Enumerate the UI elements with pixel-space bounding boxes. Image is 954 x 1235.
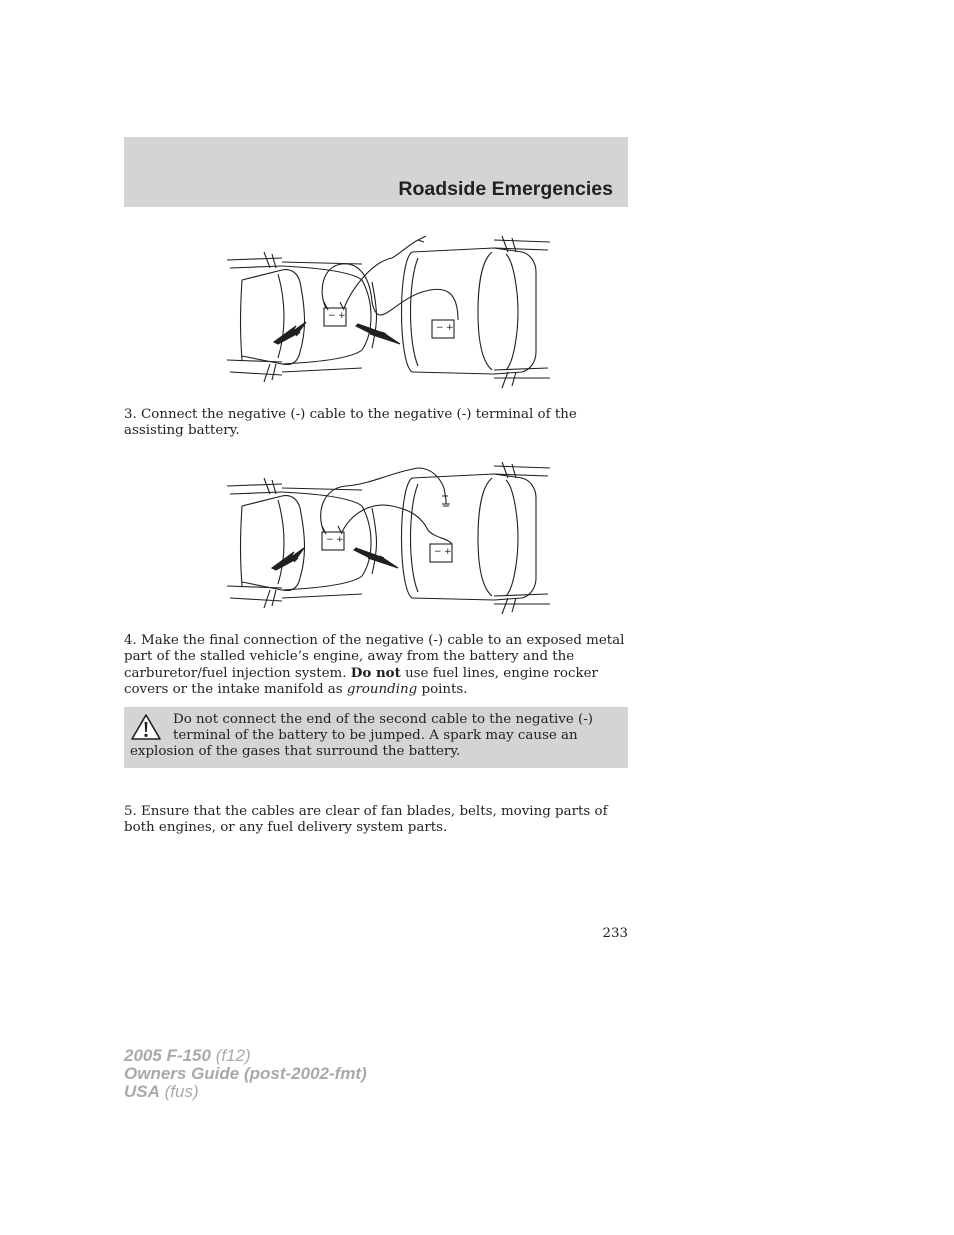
footer-line-2: Owners Guide (post-2002-fmt) [124,1064,367,1083]
emphasis-do-not: Do not [350,665,401,681]
battery-left [322,532,344,550]
step-3-text: 3. Connect the negative (-) cable to the negative (-) terminal of the assisting battery. [124,407,577,438]
spark-bolts [272,548,398,570]
left-vehicle [227,478,377,608]
battery-left [324,308,346,326]
svg-text:+: + [336,535,344,545]
battery-right [432,320,454,338]
warning-text: Do not connect the end of the second cable to the negative (-) terminal of the battery to be jumped. A spark may cause an explosion of the gases that surround the battery. [130,712,593,759]
svg-text:−: − [436,323,444,333]
jump-start-diagram-step-4 [222,458,556,620]
page-title: Roadside Emergencies [398,178,613,200]
right-vehicle [402,462,551,614]
footer-line-1: 2005 F-150 (f12) [124,1046,251,1065]
page-number: 233 [602,926,628,941]
step-5-text: 5. Ensure that the cables are clear of fan blades, belts, moving parts of both engines, or any fuel delivery system parts. [124,804,608,835]
jumper-cables [322,236,458,320]
emphasis-grounding: grounding [346,682,418,697]
warning-box [124,707,628,768]
left-vehicle [227,252,377,382]
jump-start-diagram-step-3 [222,232,556,394]
svg-text:+: + [338,311,346,321]
battery-right [430,544,452,562]
svg-text:−: − [328,311,336,321]
svg-text:−: − [326,535,334,545]
step-4-text: 4. Make the final connection of the negative (-) cable to an exposed metal part of the stalled vehicle’s engine, away from the battery and the carburetor/fuel injection system. Do not use fuel lines, engine rocker covers or the intake manifold as grounding points. [124,633,625,697]
footer-line-3: USA (fus) [124,1082,199,1101]
right-vehicle [402,236,551,388]
header-band [124,137,628,207]
svg-text:+: + [444,547,452,557]
svg-text:+: + [446,323,454,333]
footer [124,1047,367,1101]
svg-text:−: − [434,547,442,557]
